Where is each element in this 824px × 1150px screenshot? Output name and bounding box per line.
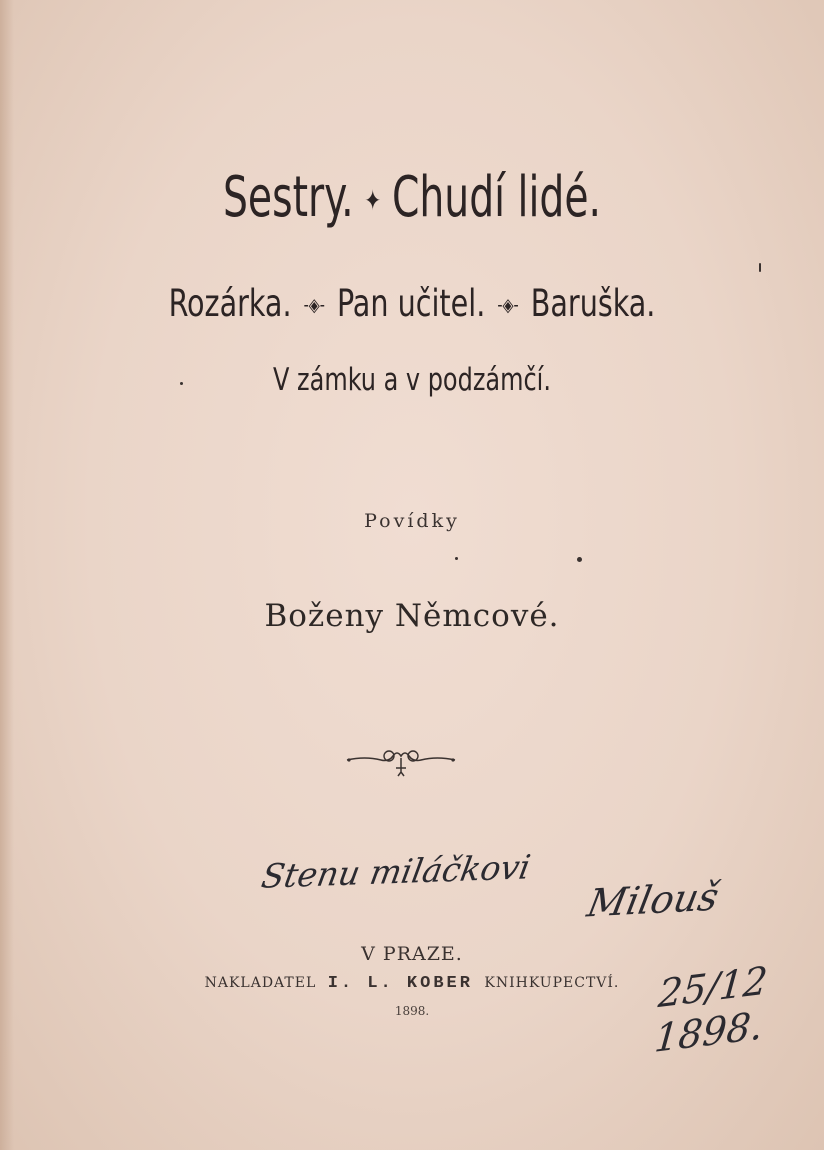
title-baruska: Baruška. xyxy=(530,282,656,325)
publisher-suffix: KNIHKUPECTVÍ. xyxy=(484,975,620,991)
title-line-2 xyxy=(58,282,767,325)
handwritten-date: 25/12 1898. xyxy=(652,958,770,1062)
imprint-publisher xyxy=(0,974,824,993)
title-line-1 xyxy=(91,165,734,230)
title-pan-ucitel: Pan učitel. xyxy=(336,282,486,325)
paper-speck xyxy=(455,557,458,560)
separator-diamond-icon: -◈- xyxy=(497,295,519,316)
imprint-year: 1898. xyxy=(394,1004,430,1018)
paper-speck xyxy=(180,382,183,385)
ornament-flourish-icon xyxy=(345,742,457,784)
paper-speck xyxy=(577,557,582,562)
title-v-zamku: V zámku a v podzámčí. xyxy=(273,362,551,398)
separator-star-icon: ✦ xyxy=(364,184,382,218)
genre-label: Povídky xyxy=(364,510,460,532)
title-chudi-lide: Chudí lidé. xyxy=(391,165,602,230)
title-rozarka: Rozárka. xyxy=(168,282,292,325)
handwritten-signature: Milouš xyxy=(583,874,723,926)
imprint-place: V PRAZE. xyxy=(361,943,463,965)
handwritten-dedication: Stenu miláčkovi xyxy=(258,847,534,896)
title-sestry: Sestry. xyxy=(222,165,354,230)
paper-speck xyxy=(759,263,761,272)
publisher-prefix: NAKLADATEL xyxy=(204,975,317,991)
separator-diamond-icon: -◈- xyxy=(303,295,325,316)
author-name: Boženy Němcové. xyxy=(264,598,560,634)
publisher-name: I. L. KOBER xyxy=(327,974,473,993)
title-line-3 xyxy=(58,362,767,398)
